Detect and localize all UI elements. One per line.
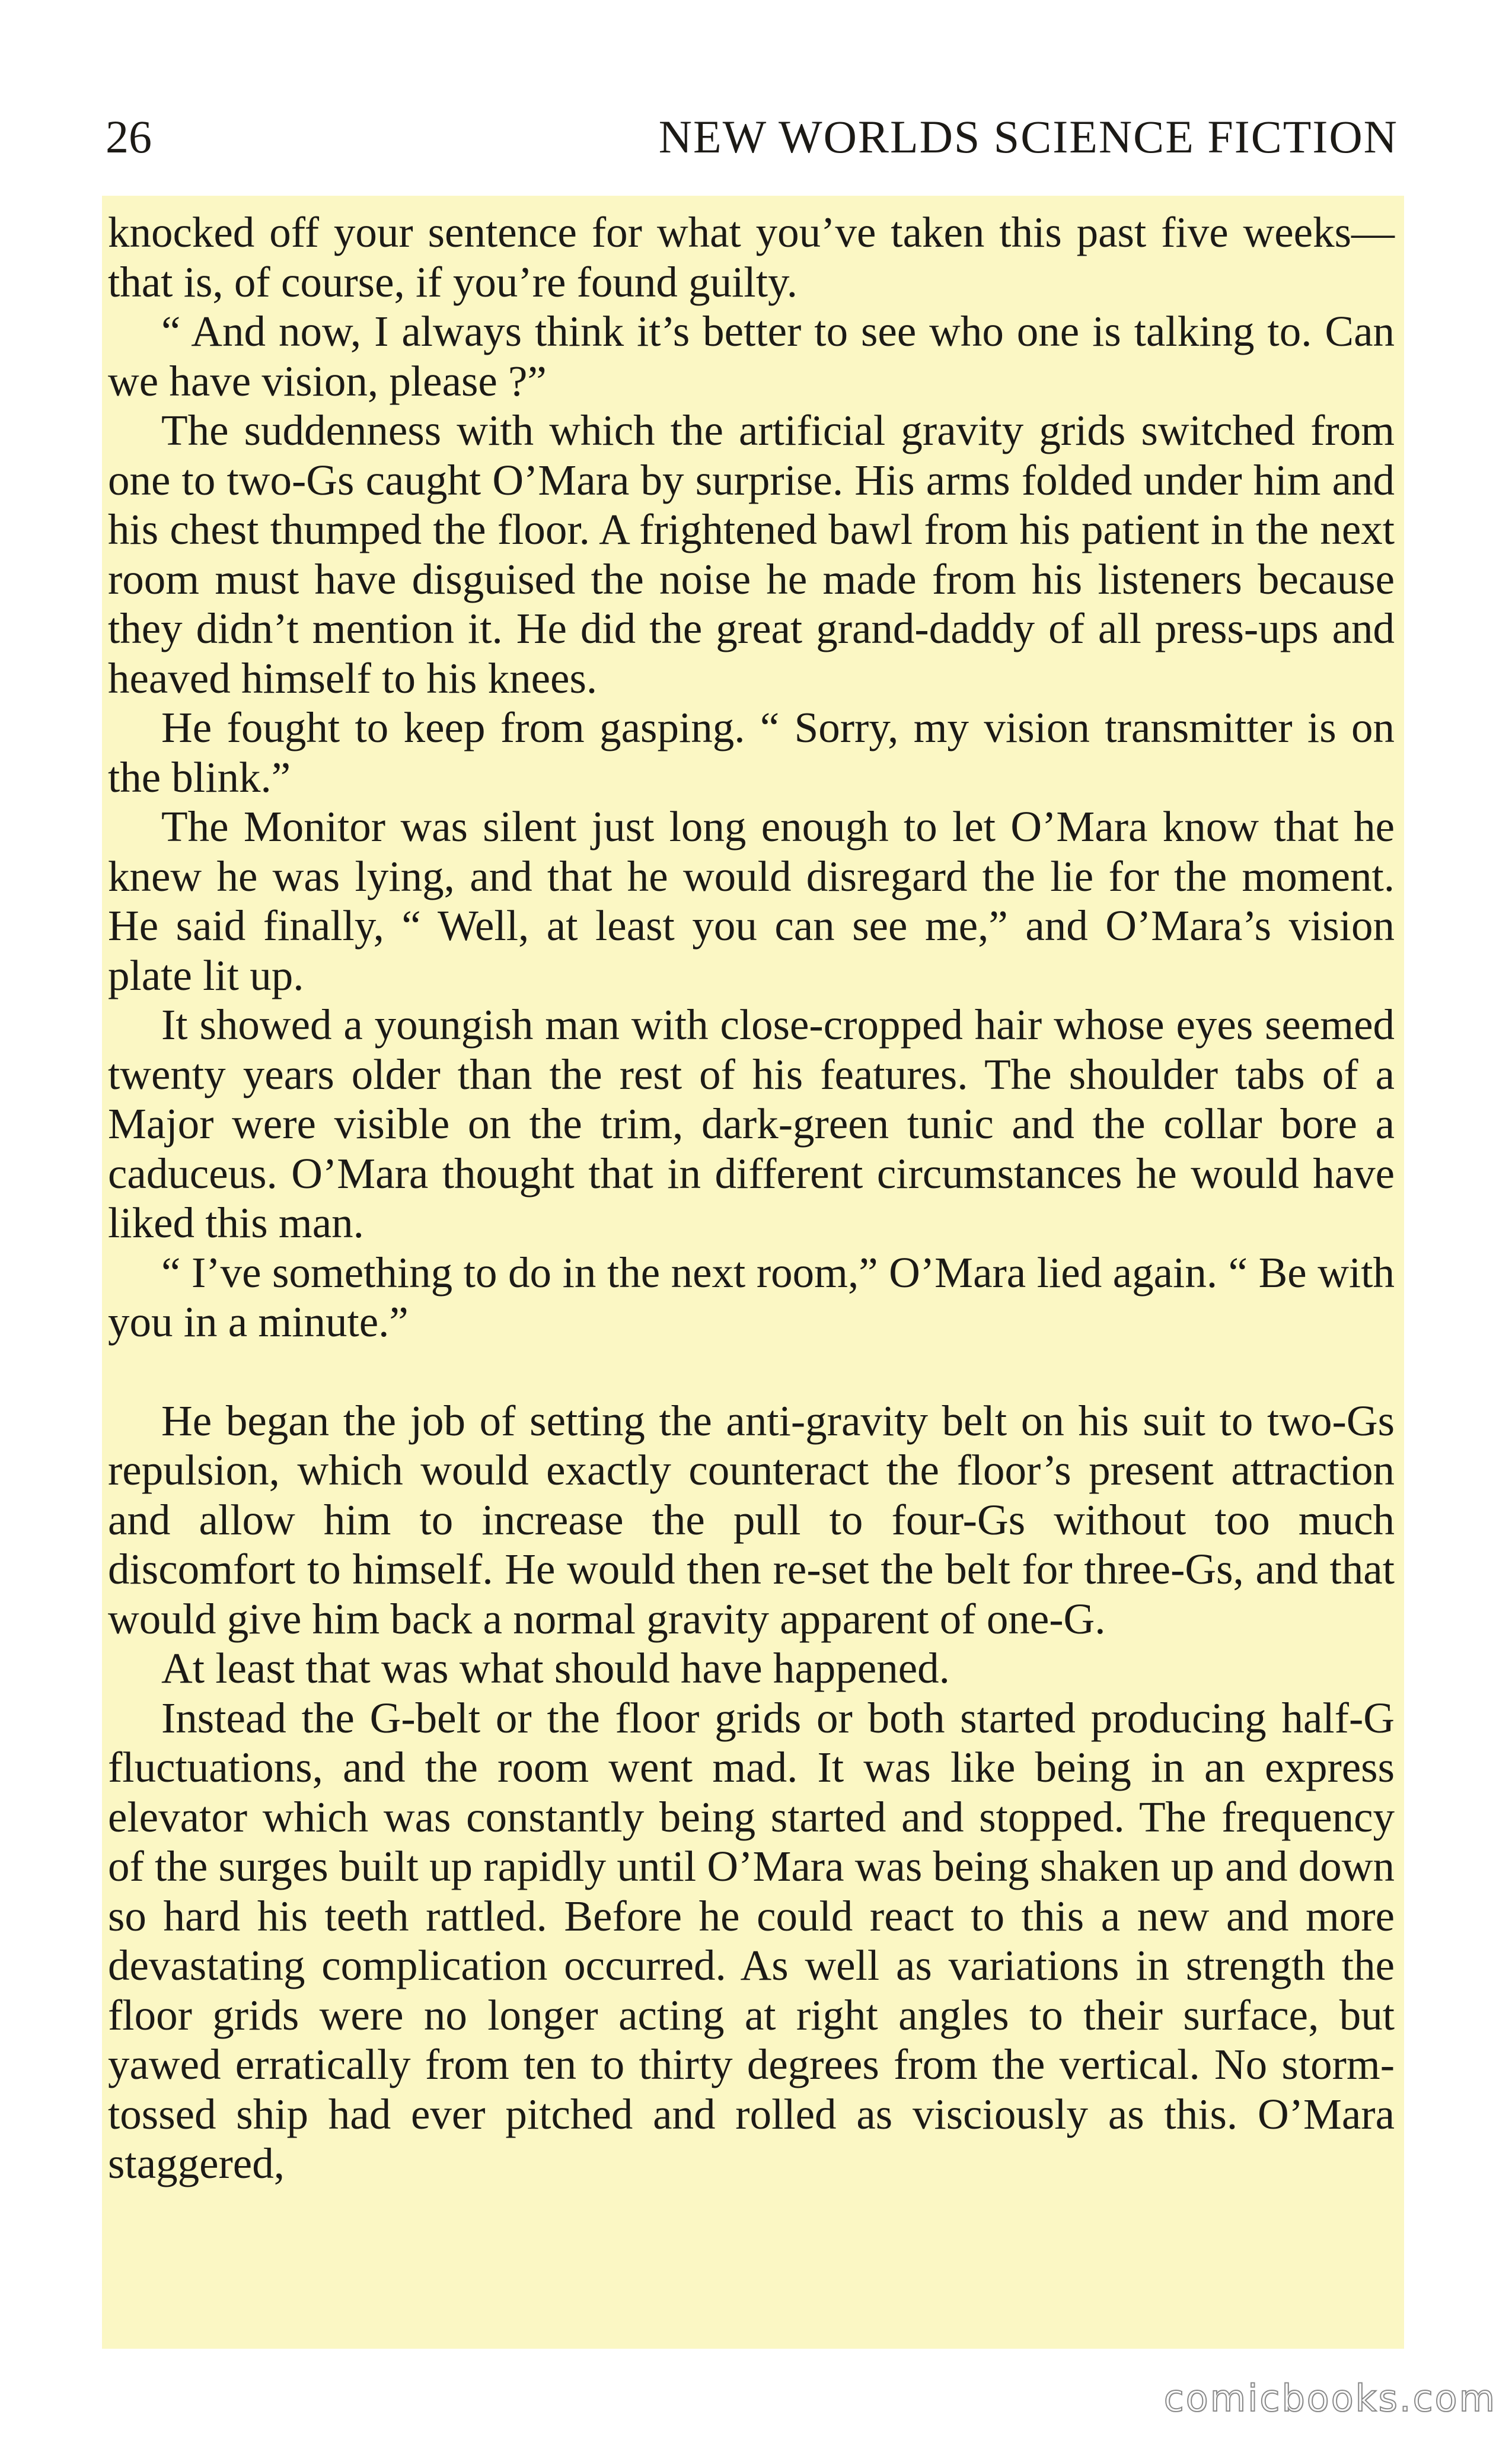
paragraph: “ I’ve something to do in the next room,” O’Mara lied again. “ Be with you in a minute.” <box>108 1248 1395 1346</box>
page-number: 26 <box>106 111 152 163</box>
paragraph: “ And now, I always think it’s better to see who one is talking to. Can we have vision, please ?” <box>108 307 1395 405</box>
paragraph: It showed a youngish man with close-cropped hair whose eyes seemed twenty years older than the rest of his features. The shoulder tabs of a Major were visible on the trim, dark-green tunic and the collar bore a caduceus. O’Mara thought that in different circumstances he would have liked this man. <box>108 1001 1395 1247</box>
paragraph: At least that was what should have happened. <box>161 1644 950 1692</box>
running-head <box>106 110 1398 170</box>
paragraph: knocked off your sentence for what you’ve taken this past five weeks—that is, of course, if you’re found guilty. <box>108 208 1395 306</box>
paragraph: The suddenness with which the artificial gravity grids switched from one to two-Gs caught O’Mara by surprise. His arms folded under him and his chest thumped the floor. A frightened bawl from his patient in the next room must have disguised the noise he made from his listeners because they didn’t mention it. He did the great grand-daddy of all press-ups and heaved himself to his knees. <box>108 406 1395 702</box>
running-title: NEW WORLDS SCIENCE FICTION <box>658 111 1398 163</box>
paragraph: Instead the G-belt or the floor grids or both started producing half-G fluctuations, and the room went mad. It was like being in an express elevator which was constantly being started and stopped. The frequency of the surges built up rapidly until O’Mara was being shaken up and down so hard his teeth rattled. Before he could react to this a new and more devastating complication occurred. As well as variations in strength the floor grids were no longer acting at right angles to their surface, but yawed erratically from ten to thirty degrees from the vertical. No storm-tossed ship had ever pitched and rolled as visciously as this. O’Mara staggered, <box>108 1693 1395 2187</box>
paragraph: He began the job of setting the anti-gravity belt on his suit to two-Gs repulsion, which would exactly counteract the floor’s present attraction and allow him to increase the pull to four-Gs without too much discomfort to himself. He would then re-set the belt for three-Gs, and that would give him back a normal gravity apparent of one-G. <box>108 1396 1395 1643</box>
body-text <box>102 196 1404 2349</box>
watermark: comicbooks.com <box>1163 2377 1497 2420</box>
paragraph: The Monitor was silent just long enough to let O’Mara know that he knew he was lying, and that he would disregard the lie for the moment. He said finally, “ Well, at least you can see me,” and O’Mara’s vision plate lit up. <box>108 802 1395 999</box>
paragraph: He fought to keep from gasping. “ Sorry, my vision transmitter is on the blink.” <box>108 703 1395 801</box>
